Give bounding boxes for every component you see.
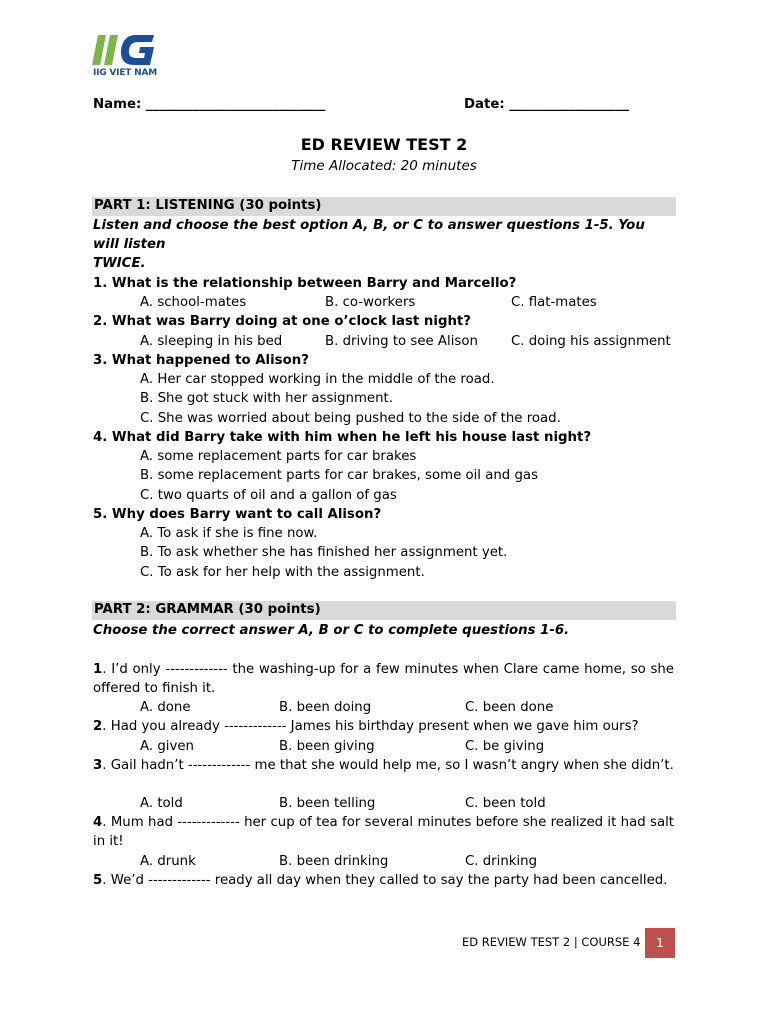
part2-heading: PART 2: GRAMMAR (30 points) <box>94 602 321 617</box>
listening-q1-option-a: A. school-mates <box>140 295 247 310</box>
grammar-question-2 <box>93 717 674 736</box>
listening-q5-option-c: C. To ask for her help with the assignment. <box>140 565 425 580</box>
grammar-q4-option-a: A. drunk <box>140 854 196 869</box>
part1-heading: PART 1: LISTENING (30 points) <box>94 198 322 213</box>
grammar-q3-option-b: B. been telling <box>279 796 376 811</box>
grammar-q3-option-a: A. told <box>140 796 183 811</box>
grammar-q1-number: 1 <box>93 662 103 677</box>
listening-question-2: 2. What was Barry doing at one o’clock last night? <box>93 314 472 329</box>
listening-q4-option-a: A. some replacement parts for car brakes <box>140 449 417 464</box>
grammar-q2-option-a: A. given <box>140 739 194 754</box>
listening-question-4: 4. What did Barry take with him when he left his house last night? <box>93 430 592 445</box>
grammar-question-1 <box>93 660 674 698</box>
grammar-q4-text: . Mum had ------------- her cup of tea for several minutes before she realized it had salt in it! <box>93 815 674 849</box>
listening-q2-option-c: C. doing his assignment <box>511 334 671 349</box>
grammar-question-5 <box>93 871 674 890</box>
grammar-q5-text: . We’d ------------- ready all day when they called to say the party had been cancelled. <box>102 873 668 888</box>
listening-q3-option-b: B. She got stuck with her assignment. <box>140 391 393 406</box>
listening-q5-option-b: B. To ask whether she has finished her assignment yet. <box>140 545 508 560</box>
listening-question-1: 1. What is the relationship between Barry and Marcello? <box>93 276 517 291</box>
name-field-label: Name: ___________________________ <box>93 97 326 112</box>
grammar-q4-option-c: C. drinking <box>465 854 538 869</box>
page-number-badge: 1 <box>645 928 675 958</box>
part1-instruction-line1: Listen and choose the best option A, B, or C to answer questions 1-5. You will listen <box>93 218 645 252</box>
listening-q3-option-a: A. Her car stopped working in the middle of the road. <box>140 372 495 387</box>
listening-q1-option-b: B. co-workers <box>325 295 416 310</box>
part2-instruction: Choose the correct answer A, B or C to complete questions 1-6. <box>93 623 570 638</box>
listening-q3-option-c: C. She was worried about being pushed to the side of the road. <box>140 411 561 426</box>
page-footer-text: ED REVIEW TEST 2 | COURSE 4 <box>462 935 641 949</box>
grammar-q2-option-b: B. been giving <box>279 739 375 754</box>
grammar-q3-option-c: C. been told <box>465 796 546 811</box>
listening-question-5: 5. Why does Barry want to call Alison? <box>93 507 382 522</box>
grammar-q3-number: 3 <box>93 758 103 773</box>
grammar-question-3 <box>93 756 674 775</box>
listening-q4-option-c: C. two quarts of oil and a gallon of gas <box>140 488 397 503</box>
grammar-q1-text: . I’d only ------------- the washing-up for a few minutes when Clare came home, so she offered to finish it. <box>93 662 674 696</box>
grammar-q4-option-b: B. been drinking <box>279 854 389 869</box>
grammar-q1-option-b: B. been doing <box>279 700 372 715</box>
grammar-q2-number: 2 <box>93 719 103 734</box>
grammar-q1-option-a: A. done <box>140 700 191 715</box>
part1-instruction-line2: TWICE. <box>93 256 146 271</box>
grammar-q1-option-c: C. been done <box>465 700 554 715</box>
grammar-q2-text: . Had you already ------------- James his birthday present when we gave him ours? <box>102 719 639 734</box>
listening-question-3: 3. What happened to Alison? <box>93 353 309 368</box>
date-field-label: Date: __________________ <box>464 97 630 112</box>
listening-q5-option-a: A. To ask if she is fine now. <box>140 526 318 541</box>
listening-q2-option-a: A. sleeping in his bed <box>140 334 283 349</box>
part1-heading-bar <box>92 197 676 216</box>
part2-heading-bar <box>92 601 676 620</box>
grammar-q3-text: . Gail hadn’t ------------- me that she would help me, so I wasn’t angry when she didn’t. <box>102 758 674 773</box>
listening-q4-option-b: B. some replacement parts for car brakes, some oil and gas <box>140 468 538 483</box>
logo-text: IIG VIET NAM <box>93 68 158 78</box>
grammar-question-4 <box>93 813 674 851</box>
listening-q1-option-c: C. flat-mates <box>511 295 597 310</box>
grammar-q4-number: 4 <box>93 815 103 830</box>
grammar-q5-number: 5 <box>93 873 103 888</box>
part1-instruction <box>93 216 675 273</box>
document-title: ED REVIEW TEST 2 <box>300 135 468 154</box>
document-subtitle: Time Allocated: 20 minutes <box>291 158 477 174</box>
listening-q2-option-b: B. driving to see Alison <box>325 334 478 349</box>
grammar-q2-option-c: C. be giving <box>465 739 545 754</box>
